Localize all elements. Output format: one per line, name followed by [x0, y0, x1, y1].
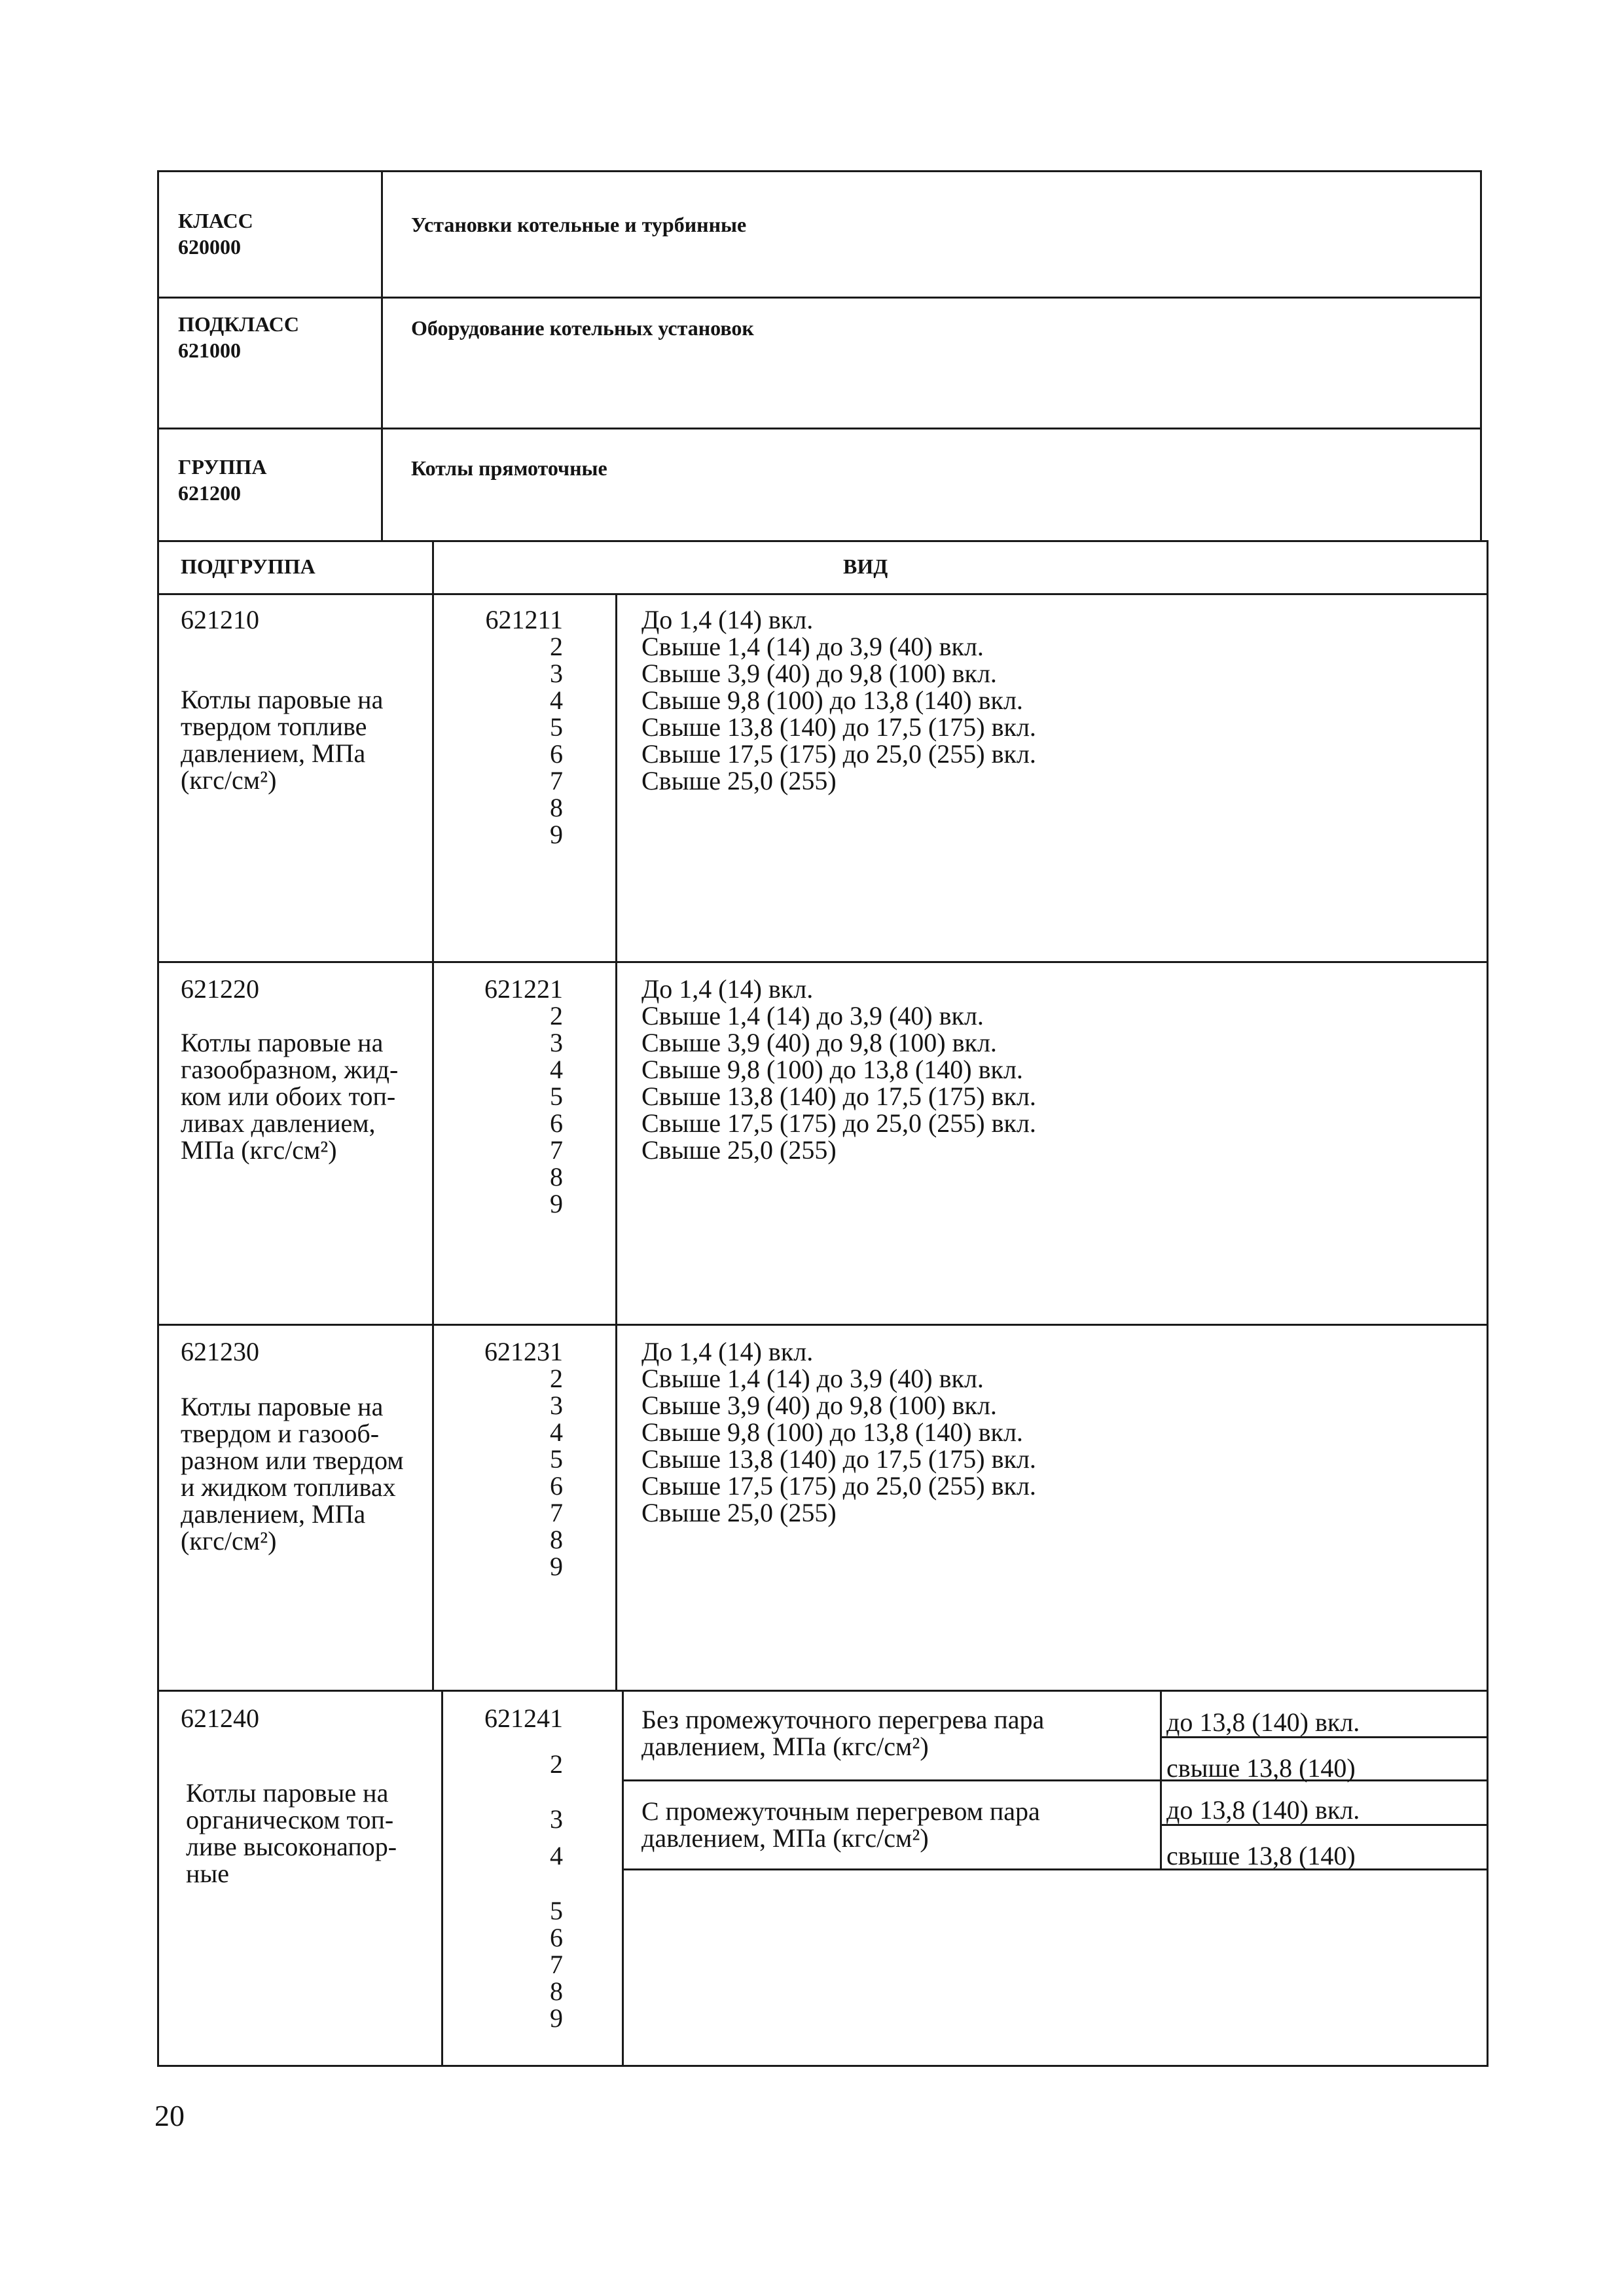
subgroup-name-line: Котлы паровые на	[181, 1392, 384, 1421]
subgroup-name-line: ные	[186, 1859, 230, 1888]
type-code-list	[471, 975, 563, 1217]
type-code: 7	[550, 1950, 563, 1979]
type-code: 3	[550, 659, 563, 688]
range-item: Свыше 1,4 (14) до 3,9 (40) вкл.	[641, 632, 984, 661]
range-item: Свыше 13,8 (140) до 17,5 (175) вкл.	[641, 712, 1036, 742]
subgroup-name-line: ком или обоих топ-	[181, 1082, 396, 1111]
reheat-group-label	[641, 1798, 1040, 1851]
type-code: 4	[550, 1055, 563, 1084]
range-item: До 1,4 (14) вкл.	[641, 1337, 814, 1366]
row-divider	[615, 594, 617, 962]
table-header	[157, 540, 1489, 595]
subgroup-name-line: Котлы паровые на	[181, 1028, 384, 1057]
row-divider	[441, 1690, 443, 2066]
range-item: Свыше 25,0 (255)	[641, 1498, 837, 1527]
group-label: ГРУППА	[178, 455, 267, 479]
range-item: Свыше 13,8 (140) до 17,5 (175) вкл.	[641, 1082, 1036, 1111]
range-item: Свыше 9,8 (100) до 13,8 (140) вкл.	[641, 1417, 1023, 1447]
type-code: 4	[550, 1417, 563, 1447]
type-code: 3	[550, 1804, 563, 1834]
subgroup-name-line: Котлы паровые на	[186, 1778, 389, 1808]
class-title: Установки котельные и турбинные	[411, 213, 747, 236]
subgroup-name-line: давлением, МПа	[181, 738, 366, 768]
type-code: 621231	[484, 1337, 563, 1366]
type-code: 9	[550, 1552, 563, 1581]
type-code: 2	[550, 1364, 563, 1393]
subgroup-name	[181, 1393, 404, 1554]
reheat-label-line: Без промежуточного перегрева пара	[641, 1705, 1045, 1734]
type-code: 6	[550, 1923, 563, 1952]
reheat-divider-bottom	[623, 1868, 1487, 1870]
page-number: 20	[154, 2099, 185, 2132]
range-item: Свыше 3,9 (40) до 9,8 (100) вкл.	[641, 1391, 997, 1420]
group-divider	[381, 429, 383, 540]
class-block	[157, 170, 1482, 298]
subgroup-name-line: разном или твердом	[181, 1446, 404, 1475]
subclass-block	[157, 297, 1482, 429]
subgroup-name-line: ливе высоконапор-	[186, 1832, 397, 1861]
subgroup-code: 621230	[181, 1337, 259, 1366]
type-code: 5	[550, 712, 563, 742]
subgroup-name-line: газообразном, жид-	[181, 1055, 399, 1084]
subgroup-name-line: (кгс/см²)	[181, 765, 277, 795]
type-code: 8	[550, 1162, 563, 1192]
range-list	[641, 975, 1036, 1163]
subgroup-name-line: твердом и газооб-	[181, 1419, 380, 1448]
pressure-option: до 13,8 (140) вкл.	[1166, 1707, 1360, 1737]
subclass-title: Оборудование котельных установок	[411, 316, 754, 340]
type-code: 6	[550, 1471, 563, 1501]
subgroup-name	[186, 1779, 397, 1887]
row-divider	[432, 1324, 434, 1690]
subgroup-code: 621240	[181, 1704, 259, 1733]
subgroup-name	[181, 686, 383, 793]
range-item: Свыше 17,5 (175) до 25,0 (255) вкл.	[641, 739, 1036, 769]
subgroup-name-line: ливах давлением,	[181, 1108, 376, 1138]
type-code: 2	[550, 632, 563, 661]
type-code: 8	[550, 793, 563, 822]
type-code: 8	[550, 1977, 563, 2006]
range-item: Свыше 17,5 (175) до 25,0 (255) вкл.	[641, 1471, 1036, 1501]
type-code: 621221	[484, 974, 563, 1004]
subgroup-name	[181, 1029, 398, 1163]
group-block	[157, 428, 1482, 541]
type-code-list	[471, 1705, 563, 2032]
pressure-option: свыше 13,8 (140)	[1166, 1753, 1356, 1783]
range-item: Свыше 25,0 (255)	[641, 1135, 837, 1165]
type-code: 8	[550, 1525, 563, 1554]
range-list	[641, 1338, 1036, 1526]
range-item: Свыше 1,4 (14) до 3,9 (40) вкл.	[641, 1001, 984, 1030]
subgroup-name-line: твердом топливе	[181, 712, 367, 741]
range-item: Свыше 9,8 (100) до 13,8 (140) вкл.	[641, 685, 1023, 715]
type-code: 4	[550, 685, 563, 715]
column-header-type: ВИД	[843, 555, 888, 578]
range-item: Свыше 13,8 (140) до 17,5 (175) вкл.	[641, 1444, 1036, 1474]
subclass-label: ПОДКЛАСС	[178, 312, 299, 336]
type-code: 3	[550, 1028, 563, 1057]
type-code: 2	[550, 1001, 563, 1030]
row-divider	[615, 962, 617, 1324]
subgroup-name-line: давлением, МПа	[181, 1499, 366, 1529]
type-code: 6	[550, 1108, 563, 1138]
type-code-list	[471, 1338, 563, 1580]
type-code: 4	[550, 1841, 563, 1870]
type-code: 9	[550, 2003, 563, 2033]
range-item: До 1,4 (14) вкл.	[641, 974, 814, 1004]
reheat-group-label	[641, 1706, 1044, 1760]
type-code: 7	[550, 1135, 563, 1165]
type-code: 3	[550, 1391, 563, 1420]
range-list	[641, 606, 1036, 794]
subgroup-code: 621220	[181, 974, 259, 1004]
range-item: До 1,4 (14) вкл.	[641, 605, 814, 634]
row-divider	[622, 1690, 624, 2066]
reheat-divider-middle	[623, 1779, 1487, 1781]
pressure-option: до 13,8 (140) вкл.	[1166, 1795, 1360, 1825]
reheat-label-line: давлением, МПа (кгс/см²)	[641, 1732, 929, 1761]
subgroup-name-line: (кгс/см²)	[181, 1526, 277, 1556]
type-code: 2	[550, 1749, 563, 1779]
column-header-subgroup: ПОДГРУППА	[181, 555, 316, 578]
type-code: 9	[550, 1189, 563, 1218]
class-code: 620000	[178, 235, 241, 259]
row-divider	[432, 962, 434, 1324]
range-item: Свыше 25,0 (255)	[641, 766, 837, 795]
type-code: 6	[550, 739, 563, 769]
subgroup-name-line: и жидком топливах	[181, 1472, 396, 1502]
type-code-list	[471, 606, 563, 848]
table-header-divider	[432, 541, 434, 594]
range-item: Свыше 3,9 (40) до 9,8 (100) вкл.	[641, 1028, 997, 1057]
type-code: 5	[550, 1444, 563, 1474]
group-code: 621200	[178, 481, 241, 505]
type-code: 5	[550, 1896, 563, 1925]
range-item: Свыше 9,8 (100) до 13,8 (140) вкл.	[641, 1055, 1023, 1084]
type-code: 7	[550, 1498, 563, 1527]
class-label: КЛАСС	[178, 209, 253, 232]
type-code: 9	[550, 820, 563, 849]
subgroup-name-line: органическом топ-	[186, 1805, 394, 1834]
subgroup-name-line: Котлы паровые на	[181, 685, 384, 714]
subclass-code: 621000	[178, 338, 241, 362]
subgroup-name-line: МПа (кгс/см²)	[181, 1135, 337, 1165]
type-code: 621211	[485, 605, 563, 634]
row-divider	[432, 594, 434, 962]
range-item: Свыше 17,5 (175) до 25,0 (255) вкл.	[641, 1108, 1036, 1138]
row-divider	[615, 1324, 617, 1690]
type-code: 7	[550, 766, 563, 795]
type-code: 621241	[484, 1704, 563, 1733]
range-item: Свыше 1,4 (14) до 3,9 (40) вкл.	[641, 1364, 984, 1393]
subgroup-code: 621210	[181, 605, 259, 634]
range-item: Свыше 3,9 (40) до 9,8 (100) вкл.	[641, 659, 997, 688]
group-title: Котлы прямоточные	[411, 456, 607, 480]
pressure-option: свыше 13,8 (140)	[1166, 1841, 1356, 1870]
reheat-label-line: С промежуточным перегревом пара	[641, 1796, 1040, 1826]
reheat-label-line: давлением, МПа (кгс/см²)	[641, 1823, 929, 1853]
type-code: 5	[550, 1082, 563, 1111]
